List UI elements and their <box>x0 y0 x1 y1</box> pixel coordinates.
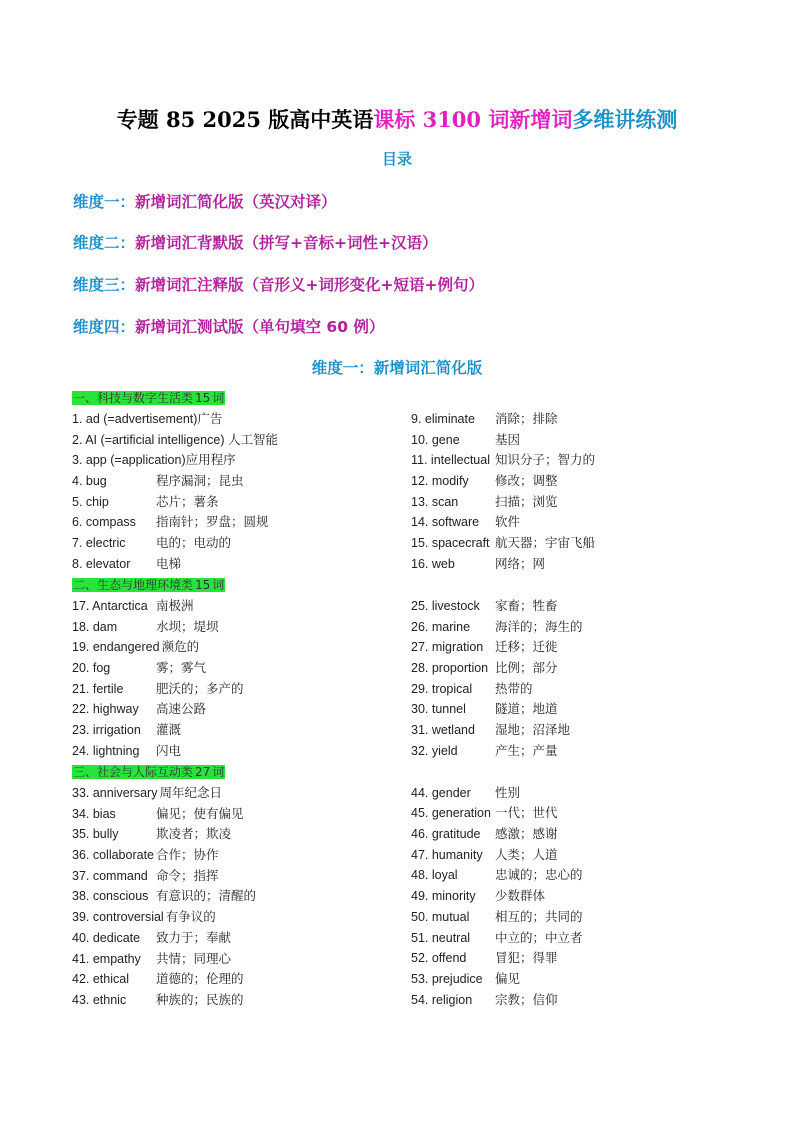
word-meaning: 闪电 <box>156 743 182 758</box>
word-row <box>72 512 402 533</box>
word-meaning: 知识分子；智力的 <box>495 453 596 468</box>
word-term: 52. offend <box>411 951 467 966</box>
word-row <box>72 928 402 949</box>
word-row <box>411 990 741 1011</box>
word-term: 42. ethical <box>72 972 129 987</box>
word-meaning: 热带的 <box>495 681 533 696</box>
word-term: 5. chip <box>72 494 109 509</box>
word-row <box>411 492 741 513</box>
word-meaning: 电的；电动的 <box>156 536 232 551</box>
word-term: 11. intellectual <box>411 453 490 468</box>
word-meaning: 迁移；迁徙 <box>495 640 558 655</box>
word-row <box>411 533 741 554</box>
toc-item-4[interactable] <box>73 315 384 337</box>
toc-item-label: 维度四： <box>73 318 136 336</box>
category-unit: 词 <box>212 765 225 779</box>
word-term: 49. minority <box>411 889 476 904</box>
word-meaning: 修改；调整 <box>495 474 558 489</box>
word-term: 36. collaborate <box>72 848 155 863</box>
word-term: 22. highway <box>72 702 139 717</box>
word-row <box>72 949 402 970</box>
word-term: 29. tropical <box>411 681 473 696</box>
word-meaning: 产生；产量 <box>495 743 558 758</box>
word-meaning: 家畜；牲畜 <box>495 599 558 613</box>
word-term: 13. scan <box>411 494 459 509</box>
toc-item-desc: 新增词汇注释版（音形义+词形变化+短语+例句） <box>135 276 484 294</box>
category-name: 一、科技与数字生活类 <box>73 391 194 405</box>
word-row <box>72 824 402 845</box>
word-row <box>72 699 402 720</box>
word-row <box>72 450 402 471</box>
word-column-left <box>72 783 402 1011</box>
word-term: 10. gene <box>411 432 460 447</box>
word-row <box>411 783 741 804</box>
word-row <box>72 783 402 804</box>
word-term: 2. AI (=artificial intelligence) 人工智能 <box>72 432 278 447</box>
document-title <box>0 104 794 134</box>
word-column-right <box>411 762 741 1010</box>
word-row <box>411 637 741 658</box>
word-term: 15. spacecraft <box>411 536 490 551</box>
word-term: 17. Antarctica <box>72 599 148 613</box>
category-name: 三、社会与人际互动类 <box>73 765 194 779</box>
toc-item-2[interactable] <box>73 231 437 253</box>
word-term: 16. web <box>411 556 455 571</box>
word-meaning: 周年纪念日 <box>159 786 222 800</box>
word-row <box>411 699 741 720</box>
word-meaning: 欺凌者；欺凌 <box>156 827 232 842</box>
word-term: 14. software <box>411 515 480 530</box>
word-meaning: 灌溉 <box>156 723 182 738</box>
word-meaning: 芯片；薯条 <box>156 494 219 509</box>
word-term: 20. fog <box>72 661 111 676</box>
word-row <box>72 804 402 825</box>
word-meaning: 高速公路 <box>156 702 207 717</box>
word-term: 48. loyal <box>411 868 458 883</box>
word-term: 3. app (=application)应用程序 <box>72 453 236 468</box>
word-meaning: 湿地；沼泽地 <box>495 723 571 738</box>
word-term: 46. gratitude <box>411 827 481 842</box>
word-column-left <box>72 409 402 575</box>
word-term: 54. religion <box>411 992 473 1007</box>
word-row <box>72 886 402 907</box>
word-meaning: 有意识的；清醒的 <box>156 889 257 904</box>
word-row <box>72 430 402 451</box>
word-row <box>72 990 402 1011</box>
word-column-right <box>411 596 741 762</box>
word-row <box>72 969 402 990</box>
word-row <box>411 741 741 762</box>
word-meaning: 雾；雾气 <box>156 661 207 676</box>
word-meaning: 偏见 <box>495 971 521 986</box>
word-row <box>72 471 402 492</box>
word-row <box>411 969 741 990</box>
word-row <box>411 617 741 638</box>
word-meaning: 人类；人道 <box>495 847 558 862</box>
word-row <box>72 845 402 866</box>
title-part-1: 专题 85 2025 版高中英语 <box>116 107 374 132</box>
word-term: 47. humanity <box>411 847 483 862</box>
word-row <box>72 866 402 887</box>
word-meaning: 电梯 <box>156 556 182 571</box>
word-meaning: 种族的；民族的 <box>156 992 244 1007</box>
word-row <box>72 720 402 741</box>
category-count: 15 <box>195 578 211 592</box>
word-meaning: 指南针；罗盘；圆规 <box>156 515 269 530</box>
word-row <box>411 803 741 824</box>
word-term: 4. bug <box>72 474 107 489</box>
word-meaning: 忠诚的；忠心的 <box>495 868 583 883</box>
word-meaning: 道德的；伦理的 <box>156 972 244 987</box>
word-term: 21. fertile <box>72 681 124 696</box>
category-unit: 词 <box>212 391 225 405</box>
word-row <box>72 492 402 513</box>
word-row <box>72 596 402 617</box>
toc-item-label: 维度一： <box>73 193 136 211</box>
word-term: 25. livestock <box>411 599 480 613</box>
word-term: 27. migration <box>411 640 484 655</box>
word-term: 18. dam <box>72 619 118 634</box>
word-row <box>411 886 741 907</box>
word-row <box>72 741 402 762</box>
word-term: 7. electric <box>72 536 126 551</box>
word-meaning: 偏见；使有偏见 <box>156 806 244 821</box>
word-term: 9. eliminate <box>411 412 475 426</box>
word-meaning: 海洋的；海生的 <box>495 619 583 634</box>
word-meaning: 合作；协作 <box>156 848 219 863</box>
word-meaning: 软件 <box>495 515 521 530</box>
word-row <box>411 824 741 845</box>
word-meaning: 比例；部分 <box>495 661 558 676</box>
word-term: 39. controversial <box>72 910 164 925</box>
word-term: 6. compass <box>72 515 136 530</box>
word-term: 28. proportion <box>411 661 489 676</box>
word-term: 44. gender <box>411 785 471 800</box>
title-part-2: 课标 3100 词新增词 <box>373 107 573 132</box>
word-meaning: 消除；排除 <box>495 412 558 426</box>
category-count: 15 <box>195 391 211 405</box>
word-term: 40. dedicate <box>72 930 141 945</box>
word-meaning: 有争议的 <box>165 910 216 925</box>
word-meaning: 程序漏洞；昆虫 <box>156 474 244 489</box>
word-term: 53. prejudice <box>411 971 483 986</box>
word-row <box>411 865 741 886</box>
word-term: 50. mutual <box>411 909 470 924</box>
word-term: 12. modify <box>411 474 469 489</box>
word-row <box>411 430 741 451</box>
word-term: 37. command <box>72 868 148 883</box>
word-meaning: 感激；感谢 <box>495 827 558 842</box>
word-row <box>411 907 741 928</box>
word-meaning: 冒犯；得罪 <box>495 951 558 966</box>
word-row <box>411 471 741 492</box>
word-row <box>72 637 402 658</box>
word-row <box>411 948 741 969</box>
word-term: 51. neutral <box>411 930 471 945</box>
title-part-3: 多维讲练测 <box>572 107 678 132</box>
word-column-left <box>72 596 402 762</box>
word-term: 1. ad (=advertisement)广告 <box>72 412 223 426</box>
toc-heading: 目录 <box>381 150 412 168</box>
category-heading-tech <box>72 389 225 407</box>
word-term: 31. wetland <box>411 723 475 738</box>
toc-item-1[interactable] <box>73 190 337 212</box>
word-meaning: 中立的；中立者 <box>495 930 583 945</box>
word-term: 26. marine <box>411 619 471 634</box>
word-term: 32. yield <box>411 743 458 758</box>
toc-item-3[interactable] <box>73 273 484 295</box>
word-row <box>411 845 741 866</box>
toc-item-desc: 新增词汇简化版（英汉对译） <box>135 193 337 211</box>
word-meaning: 相互的；共同的 <box>495 909 583 924</box>
word-meaning: 网络；网 <box>495 556 546 571</box>
word-term: 19. endangered <box>72 640 160 655</box>
word-term: 34. bias <box>72 806 116 821</box>
word-meaning: 扫描；浏览 <box>495 494 558 509</box>
word-meaning: 水坝；堤坝 <box>156 619 219 634</box>
word-row <box>411 658 741 679</box>
word-meaning: 性别 <box>495 785 521 800</box>
word-row <box>411 409 741 430</box>
word-meaning: 肥沃的；多产的 <box>156 681 244 696</box>
word-row <box>72 533 402 554</box>
word-term: 43. ethnic <box>72 992 127 1007</box>
toc-item-label: 维度二： <box>73 234 136 252</box>
word-row <box>72 907 402 928</box>
word-column-right <box>411 409 741 575</box>
word-row <box>411 450 741 471</box>
category-unit: 词 <box>212 578 225 592</box>
word-term: 8. elevator <box>72 556 131 571</box>
word-term: 24. lightning <box>72 743 140 758</box>
word-term: 41. empathy <box>72 951 141 966</box>
word-term: 38. conscious <box>72 889 149 904</box>
word-term: 23. irrigation <box>72 723 141 738</box>
word-meaning: 少数群体 <box>495 889 546 904</box>
category-count: 27 <box>195 765 211 779</box>
toc-item-desc: 新增词汇测试版（单句填空 60 例） <box>135 318 385 336</box>
word-row <box>411 928 741 949</box>
word-meaning: 致力于；奉献 <box>156 930 232 945</box>
word-row <box>411 762 741 783</box>
word-row <box>411 554 741 575</box>
toc-item-desc: 新增词汇背默版（拼写+音标+词性+汉语） <box>135 234 438 252</box>
word-row <box>72 658 402 679</box>
word-row <box>72 617 402 638</box>
category-heading-society <box>72 763 225 781</box>
word-term: 35. bully <box>72 827 119 842</box>
category-name: 二、生态与地理环境类 <box>73 578 194 592</box>
category-heading-ecology <box>72 576 225 594</box>
word-meaning: 南极洲 <box>156 599 194 613</box>
word-row <box>72 409 402 430</box>
section-title: 维度一：新增词汇简化版 <box>311 359 483 377</box>
word-meaning: 命令；指挥 <box>156 868 219 883</box>
word-meaning: 濒危的 <box>161 640 200 655</box>
word-row <box>411 720 741 741</box>
word-meaning: 一代；世代 <box>495 806 558 821</box>
toc-item-label: 维度三： <box>73 276 136 294</box>
word-meaning: 基因 <box>495 432 521 447</box>
word-row <box>72 554 402 575</box>
word-meaning: 隧道；地道 <box>495 702 558 717</box>
word-term: 45. generation <box>411 806 491 821</box>
word-row <box>411 512 741 533</box>
word-term: 30. tunnel <box>411 702 466 717</box>
word-meaning: 航天器；宇宙飞船 <box>495 536 596 551</box>
word-row <box>411 596 741 617</box>
word-row <box>411 679 741 700</box>
word-meaning: 共情；同理心 <box>156 951 232 966</box>
word-meaning: 宗教；信仰 <box>495 992 558 1007</box>
word-term: 33. anniversary <box>72 786 158 800</box>
word-row <box>72 679 402 700</box>
